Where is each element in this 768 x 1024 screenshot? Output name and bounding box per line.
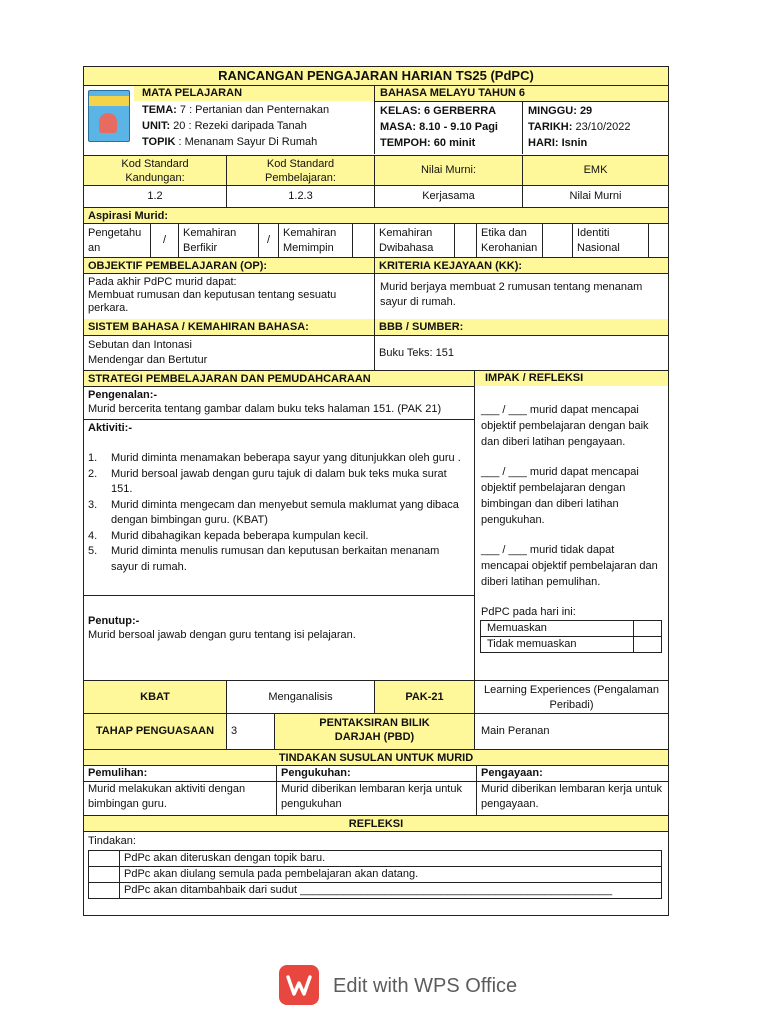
sistem-text (84, 336, 374, 370)
topik-value: : Menanam Sayur Di Rumah (178, 136, 318, 148)
strategi-header-row (84, 370, 668, 386)
pengukuhan-label: Pengukuhan: (281, 767, 351, 779)
tindakan-susulan-row (84, 749, 668, 765)
lesson-plan-sheet (83, 66, 669, 916)
memuaskan-option (480, 620, 662, 637)
unit-value: 20 : Rezeki daripada Tanah (173, 120, 307, 132)
wps-watermark-text: Edit with WPS Office (333, 975, 518, 997)
impak-p2: ___ / ___ murid dapat mencapai objektif pembelajaran dengan bimbingan dan diberi latihan pengukuhan. (481, 466, 639, 526)
standards-header-row (84, 155, 668, 185)
objektif-line1: Pada akhir PdPC murid dapat: (88, 276, 237, 288)
unit-key: UNIT: (142, 120, 171, 132)
aspirasi-etika-mark (542, 224, 572, 257)
pemulihan-label: Pemulihan: (88, 767, 148, 779)
tahap-penguasaan-label: TAHAP PENGUASAAN (84, 714, 226, 749)
tarikh-value: 23/10/2022 (575, 121, 631, 133)
aktiviti-item: 1. Murid diminta menamakan beberapa sayur yang ditunjukkan oleh guru . (88, 452, 461, 464)
aspirasi-row (84, 207, 668, 223)
page-title: RANCANGAN PENGAJARAN HARIAN TS25 (PdPC) (84, 67, 668, 85)
aspirasi-dwibahasa-mark (454, 224, 476, 257)
tema-line (134, 102, 374, 150)
aspirasi-memimpin-mark (352, 224, 374, 257)
aspirasi-pengetahuan: Pengetahuan (88, 227, 142, 254)
aspirasi-berfikir: Kemahiran Berfikir (178, 224, 258, 257)
pemulihan-text: Murid melakukan aktiviti dengan bimbingan guru. (84, 781, 276, 812)
bbb-label: BBB / SUMBER: (374, 319, 668, 335)
refleksi-checkbox[interactable] (89, 867, 119, 882)
op-kk-body-row (84, 273, 668, 319)
tarikh-key: TARIKH: (528, 121, 573, 133)
tindakan-susulan-label: TINDAKAN SUSULAN UNTUK MURID (278, 752, 474, 764)
refleksi-option (88, 866, 662, 883)
pak21-label: PAK-21 (374, 681, 474, 713)
subject-name: BAHASA MELAYU TAHUN 6 (374, 86, 668, 101)
refleksi-option-text: PdPc akan diteruskan dengan topik baru. (119, 851, 664, 866)
kod-standard-kandungan-label: Kod Standard Kandungan: (121, 158, 189, 184)
sistem-line2: Mendengar dan Bertutur (88, 354, 208, 366)
aspirasi-berfikir-mark: / (258, 224, 278, 257)
pengayaan-label: Pengayaan: (481, 767, 543, 779)
kriteria-text: Murid berjaya membuat 2 rumusan tentang menanam sayur di rumah. (374, 274, 668, 319)
pdpc-hari-ini: PdPC pada hari ini: (481, 606, 576, 618)
kbat-value: Menganalisis (226, 681, 374, 713)
kelas-block (374, 101, 522, 154)
tidak-memuaskan-option (480, 636, 662, 653)
kod-standard-pembelajaran-label: Kod Standard Pembelajaran: (226, 156, 374, 185)
tema-value: 7 : Pertanian dan Penternakan (179, 104, 330, 116)
tidak-memuaskan-checkbox[interactable] (633, 637, 663, 652)
pengayaan-block (476, 766, 668, 815)
penutup-label: Penutup:- (88, 615, 140, 627)
standards-values-row (84, 185, 668, 207)
pbd-label: PENTAKSIRAN BILIK DARJAH (PBD) (274, 714, 474, 749)
aktiviti-list (84, 449, 470, 577)
strategi-body (84, 386, 474, 683)
impak-p3: ___ / ___ murid tidak dapat mencapai objektif pembelajaran dan diberi latihan pemulihan. (481, 544, 658, 588)
kbat-row (84, 680, 668, 713)
sistem-line1: Sebutan dan Intonasi (88, 339, 192, 351)
op-kk-header-row (84, 257, 668, 273)
aktiviti-label: Aktiviti:- (84, 419, 474, 437)
minggu: MINGGU: 29 (528, 105, 593, 117)
pengukuhan-text: Murid diberikan lembaran kerja untuk pengukuhan (277, 781, 476, 812)
aktiviti-item: 3. Murid diminta mengecam dan menyebut semula maklumat yang dibaca dengan bimbingan guru. (KBAT) (88, 498, 459, 526)
impak-label: IMPAK / REFLEKSI (474, 371, 668, 387)
refleksi-option-text: PdPc akan diulang semula pada pembelajaran akan datang. (119, 867, 664, 882)
penutup-text: Murid bersoal jawab dengan guru tentang isi pelajaran. (88, 629, 356, 641)
kelas: KELAS: 6 GERBERRA (380, 105, 497, 117)
strategi-label: STRATEGI PEMBELAJARAN DAN PEMUDAHCARAAN (88, 373, 371, 385)
tempoh: TEMPOH: 60 minit (380, 137, 476, 149)
refleksi-checkbox[interactable] (89, 851, 119, 866)
tidak-memuaskan-label: Tidak memuaskan (487, 638, 577, 650)
pengenalan-label: Pengenalan:- (88, 389, 158, 401)
aktiviti-item: 4. Murid dibahagikan kepada beberapa kumpulan kecil. (88, 529, 369, 542)
kod-standard-pembelajaran-value: 1.2.3 (226, 186, 374, 207)
refleksi-row (84, 815, 668, 831)
tahap-penguasaan-value: 3 (226, 714, 274, 749)
kriteria-label: KRITERIA KEJAYAAN (KK): (374, 258, 668, 273)
sistem-bbb-header-row (84, 319, 668, 335)
tahap-row (84, 713, 668, 749)
nilai-murni-label: Nilai Murni: (374, 156, 522, 185)
refleksi-checkbox[interactable] (89, 883, 119, 898)
textbook-cover-image (84, 86, 134, 154)
aspirasi-label: Aspirasi Murid: (88, 210, 169, 222)
objektif-text (84, 274, 374, 317)
penutup-block (84, 595, 474, 685)
memuaskan-label: Memuaskan (487, 622, 547, 634)
refleksi-option (88, 850, 662, 867)
nilai-murni-value: Kerjasama (374, 186, 522, 207)
aktiviti-item: 2. Murid bersoal jawab dengan guru tajuk di dalam buk teks muka surat 151. (88, 467, 447, 495)
aspirasi-etika: Etika dan Kerohanian (476, 224, 542, 257)
kod-standard-kandungan-value: 1.2 (147, 190, 163, 202)
topik-key: TOPIK (142, 136, 176, 148)
header-block (84, 85, 668, 155)
tema-key: TEMA: (142, 104, 177, 116)
susulan-body-row (84, 765, 668, 815)
tindakan-label: Tindakan: (88, 835, 136, 847)
refleksi-label: REFLEKSI (348, 818, 404, 830)
pbd-value: Main Peranan (474, 714, 668, 749)
emk-label: EMK (522, 156, 668, 185)
masa: MASA: 8.10 - 9.10 Pagi (380, 121, 498, 133)
emk-value: Nilai Murni (522, 186, 668, 207)
pemulihan-block (84, 766, 276, 815)
aspirasi-identiti-mark (648, 224, 668, 257)
pengenalan-text: Murid bercerita tentang gambar dalam buku teks halaman 151. (PAK 21) (88, 403, 442, 415)
impak-p1: ___ / ___ murid dapat mencapai objektif pembelajaran dengan baik dan diberi latihan pengayaan. (481, 404, 649, 448)
aspirasi-items-row (84, 223, 668, 257)
objektif-line2: Membuat rumusan dan keputusan tentang sesuatu perkara. (88, 289, 337, 314)
bbb-text: Buku Teks: 151 (374, 336, 668, 370)
kbat-label: KBAT (84, 681, 226, 713)
refleksi-option-text: PdPc akan ditambahbaik dari sudut ___________________________________________________ (119, 883, 664, 898)
mata-pelajaran-label: MATA PELAJARAN (134, 86, 374, 101)
aspirasi-pengetahuan-mark: / (150, 224, 178, 257)
learning-experiences: Learning Experiences (Pengalaman Peribadi) (474, 681, 668, 713)
refleksi-option (88, 882, 662, 899)
minggu-block (522, 101, 668, 154)
wps-watermark[interactable] (279, 965, 519, 1009)
aspirasi-memimpin: Kemahiran Memimpin (278, 224, 352, 257)
pengayaan-text: Murid diberikan lembaran kerja untuk pengayaan. (477, 781, 668, 812)
aspirasi-dwibahasa: Kemahiran Dwibahasa (374, 224, 454, 257)
aktiviti-item: 5. Murid diminta menulis rumusan dan keputusan berkaitan menanam sayur di rumah. (88, 545, 440, 573)
wps-logo-icon (279, 965, 319, 1005)
sistem-label: SISTEM BAHASA / KEMAHIRAN BAHASA: (88, 321, 309, 333)
memuaskan-checkbox[interactable] (633, 621, 663, 636)
sistem-bbb-body-row (84, 335, 668, 370)
objektif-label: OBJEKTIF PEMBELAJARAN (OP): (88, 260, 268, 272)
hari: HARI: Isnin (528, 137, 588, 149)
aspirasi-identiti: Identiti Nasional (572, 224, 648, 257)
pengukuhan-block (276, 766, 476, 815)
